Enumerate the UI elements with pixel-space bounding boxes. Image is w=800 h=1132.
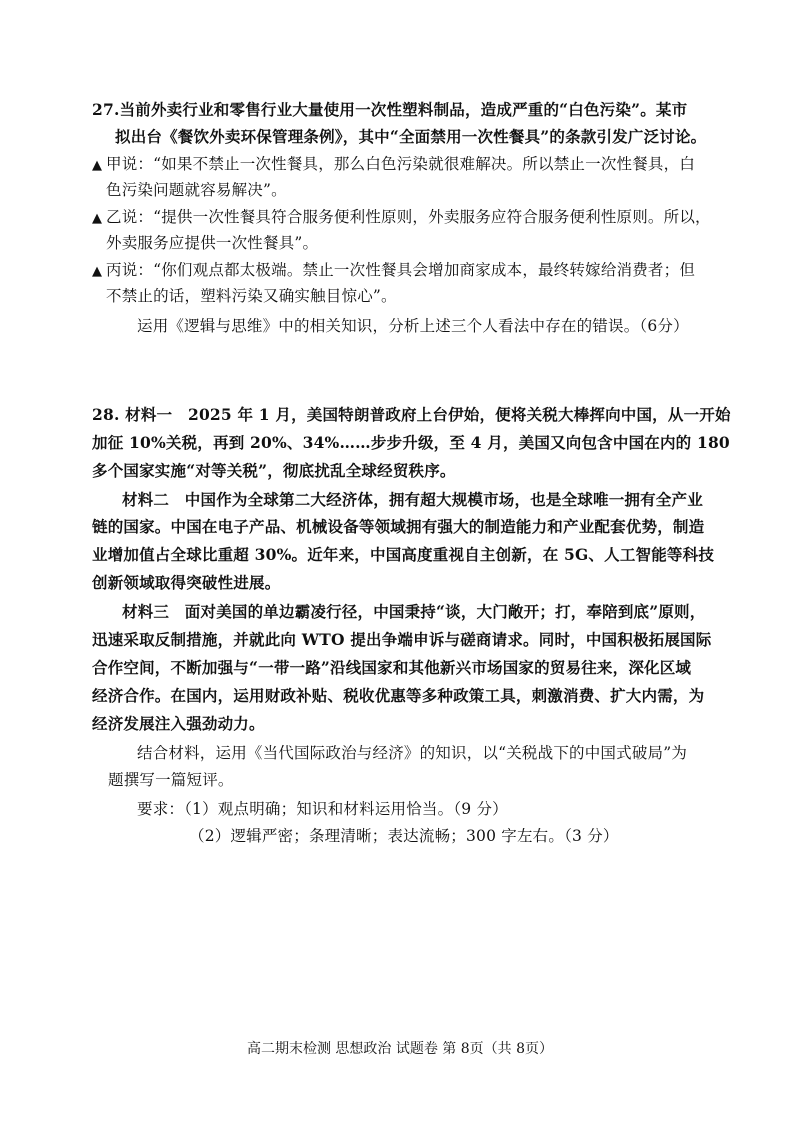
q27-jia-line-1: 甲说：“如果不禁止一次性餐具，那么白色污染就很难解决。所以禁止一次性餐具，白 — [106, 155, 696, 173]
q27-opinion-jia — [92, 154, 695, 176]
q28-material-2-line-1: 材料二 中国作为全球第二大经济体，拥有超大规模市场，也是全球唯一拥有全产业 — [122, 490, 703, 509]
q27-bing-line-2: 不禁止的话，塑料污染又确实触目惊心”。 — [106, 287, 397, 305]
q28-material-3-line-3: 合作空间，不断加强与“一带一路”沿线国家和其他新兴市场国家的贸易往来，深化区域 — [92, 658, 692, 677]
q28-material-3-line-1: 材料三 面对美国的单边霸凌行径，中国秉持“谈，大门敞开；打，奉陪到底”原则， — [122, 602, 706, 621]
q28-requirement-1: 要求：（1）观点明确；知识和材料运用恰当。（9 分） — [137, 800, 508, 818]
q27-stem-line-1: 27.当前外卖行业和零售行业大量使用一次性塑料制品，造成严重的“白色污染”。某市 — [92, 100, 688, 119]
q27-opinion-bing — [92, 260, 695, 282]
q27-yi-line-1: 乙说：“提供一次性餐具符合服务便利性原则，外卖服务应符合服务便利性原则。所以， — [106, 208, 711, 226]
q27-jia-line-2: 色污染问题就容易解决”。 — [106, 181, 287, 199]
q28-material-3-line-5: 经济发展注入强劲动力。 — [92, 714, 265, 733]
q28-material-3-line-2: 迅速采取反制措施，并就此向 WTO 提出争端申诉与磋商请求。同时，中国积极拓展国际 — [92, 630, 712, 649]
page-footer: 高二期末检测 思想政治 试题卷 第 8页（共 8页） — [246, 1041, 554, 1057]
q28-material-1-line-1: 28. 材料一 2025 年 1 月，美国特朗普政府上台伊始，便将关税大棒挥向中国，从一开始 — [92, 405, 731, 424]
q28-material-2-line-4: 创新领域取得突破性进展。 — [92, 573, 281, 592]
q28-task-line-1: 结合材料，运用《当代国际政治与经济》的知识，以“关税战下的中国式破局”为 — [137, 744, 688, 762]
triangle-bullet-icon: ▲ — [92, 211, 103, 226]
q28-material-1-line-3: 多个国家实施“对等关税”，彻底扰乱全球经贸秩序。 — [92, 461, 456, 480]
triangle-bullet-icon: ▲ — [92, 158, 103, 173]
q28-material-2-line-2: 链的国家。中国在电子产品、机械设备等领域拥有强大的制造能力和产业配套优势，制造 — [92, 517, 705, 536]
triangle-bullet-icon: ▲ — [92, 264, 103, 279]
q28-material-1-line-2: 加征 10%关税，再到 20%、34%……步步升级，至 4 月，美国又向包含中国在内的 180 — [92, 433, 730, 452]
q27-task: 运用《逻辑与思维》中的相关知识，分析上述三个人看法中存在的错误。（6分） — [137, 317, 689, 335]
q28-task-line-2: 题撰写一篇短评。 — [108, 771, 234, 789]
q28-requirement-2: （2）逻辑严密；条理清晰；表达流畅；300 字左右。（3 分） — [189, 827, 619, 845]
q28-material-3-line-4: 经济合作。在国内，运用财政补贴、税收优惠等多种政策工具，刺激消费、扩大内需，为 — [92, 686, 705, 705]
q27-bing-line-1: 丙说：“你们观点都太极端。禁止一次性餐具会增加商家成本，最终转嫁给消费者；但 — [106, 261, 696, 279]
q27-yi-line-2: 外卖服务应提供一次性餐具”。 — [106, 234, 319, 252]
q27-stem-line-2: 拟出台《餐饮外卖环保管理条例》，其中“全面禁用一次性餐具”的条款引发广泛讨论。 — [115, 127, 707, 146]
q27-opinion-yi — [92, 207, 711, 229]
q28-material-2-line-3: 业增加值占全球比重超 30%。近年来，中国高度重视自主创新，在 5G、人工智能等科技 — [92, 545, 715, 564]
